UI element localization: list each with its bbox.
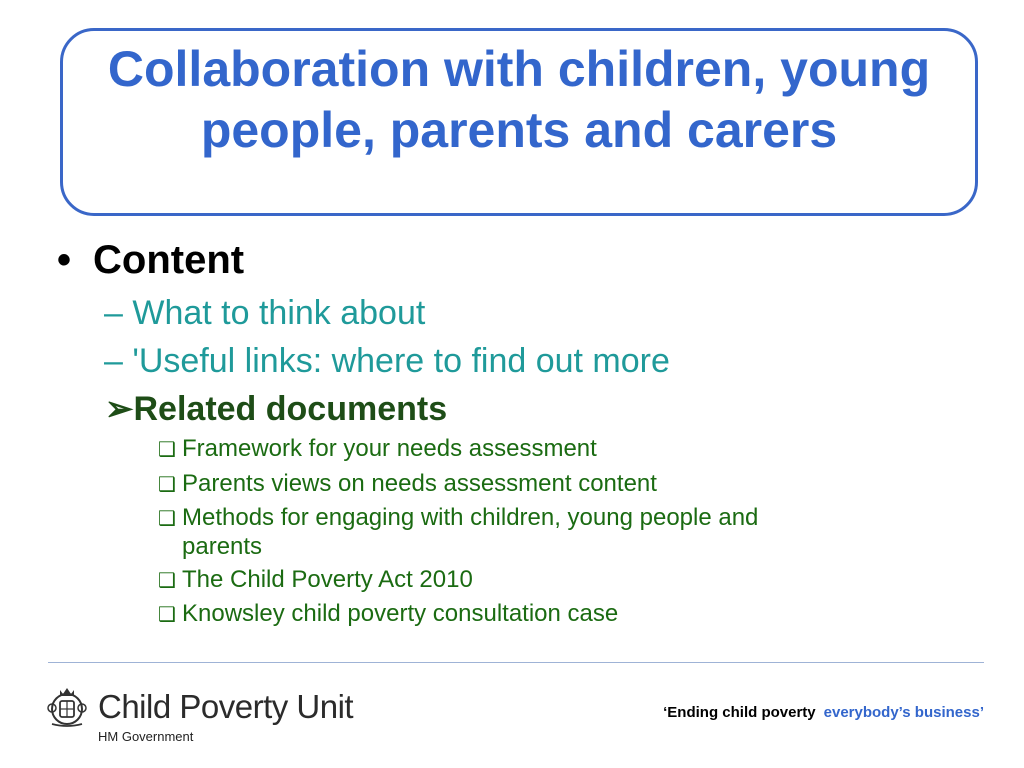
title-box: [60, 28, 978, 216]
related-documents-row: [105, 389, 447, 429]
related-documents-heading: Related documents: [133, 390, 448, 428]
checkbox-bullet-icon: ❑: [158, 508, 176, 530]
content-heading: Content: [93, 238, 245, 282]
content-heading-row: [57, 238, 244, 283]
bullet-icon: •: [57, 238, 72, 282]
document-item: [158, 504, 758, 561]
arrow-bullet-icon: ➢: [105, 390, 134, 428]
slide-title: Collaboration with children, young people, parents and carers: [107, 41, 931, 158]
document-title-continued: parents: [182, 533, 263, 560]
list-item: [104, 342, 670, 381]
document-title: Framework for your needs assessment: [182, 435, 597, 462]
document-item: [158, 435, 597, 464]
document-title: The Child Poverty Act 2010: [182, 566, 473, 593]
document-item: [158, 566, 473, 595]
list-item: [104, 294, 425, 333]
royal-crest-icon: [46, 684, 88, 728]
list-item-label: What to think about: [132, 294, 426, 332]
document-title: Knowsley child poverty consultation case: [182, 600, 619, 627]
document-title: Parents views on needs assessment content: [182, 470, 657, 497]
dash-icon: –: [104, 342, 123, 380]
checkbox-bullet-icon: ❑: [158, 474, 176, 496]
footer-tagline: [663, 704, 984, 721]
logo-name: Child Poverty Unit: [98, 688, 354, 725]
list-item-label: 'Useful links: where to find out more: [132, 342, 670, 380]
document-title: Methods for engaging with children, young people and: [182, 504, 759, 531]
document-item: [158, 470, 657, 499]
document-item: [158, 600, 618, 629]
dash-icon: –: [104, 294, 123, 332]
checkbox-bullet-icon: ❑: [158, 604, 176, 626]
footer-divider: [48, 662, 984, 663]
logo-subtitle: HM Government: [98, 729, 194, 744]
tagline-part-a: ‘Ending child poverty: [663, 704, 816, 721]
tagline-part-b: everybody’s business’: [823, 704, 984, 721]
checkbox-bullet-icon: ❑: [158, 570, 176, 592]
checkbox-bullet-icon: ❑: [158, 439, 176, 461]
